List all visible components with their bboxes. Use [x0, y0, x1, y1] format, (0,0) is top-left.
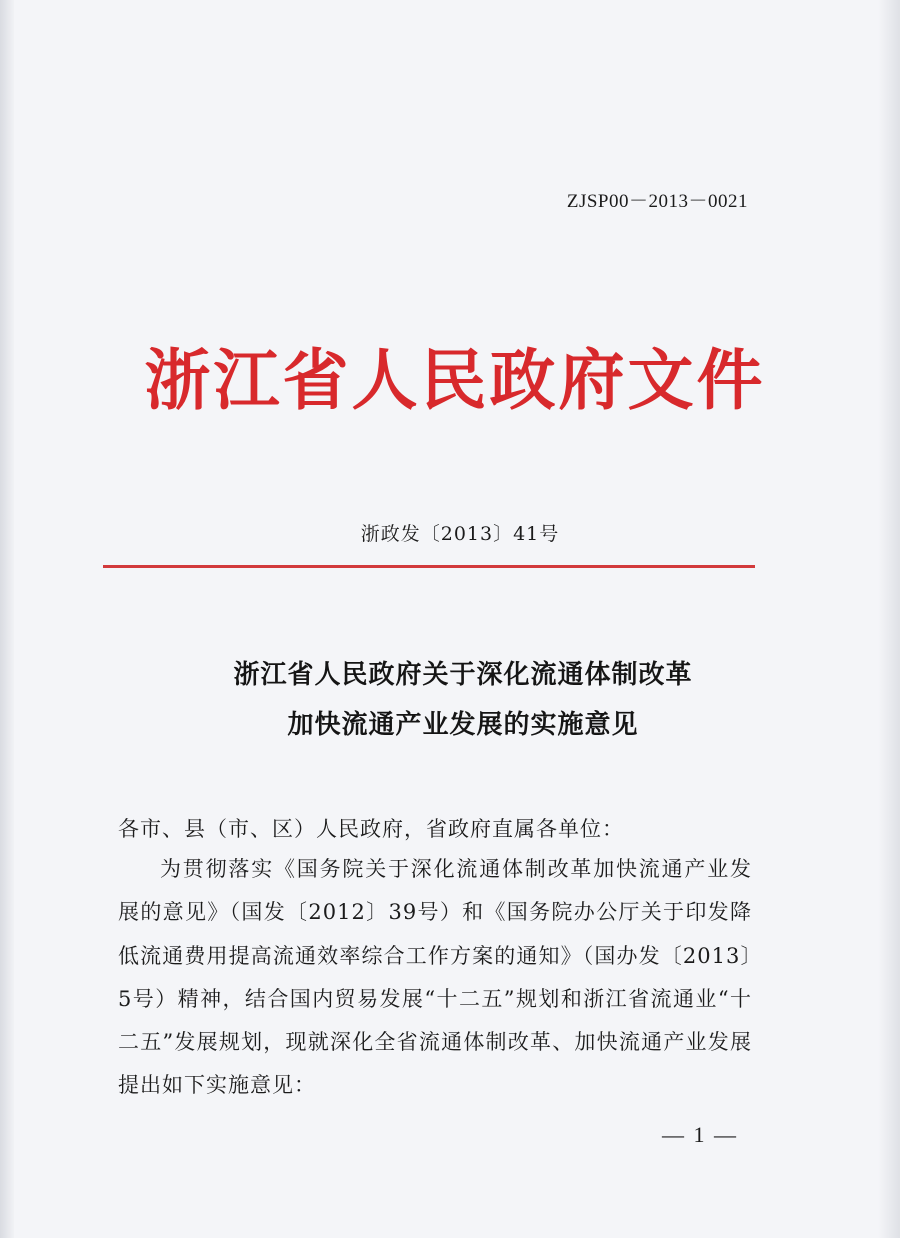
page-number: — 1 — [662, 1122, 738, 1147]
document-number: 浙政发〔2013〕41号 [360, 523, 560, 545]
document-title [0, 650, 900, 750]
masthead-red-rule [103, 565, 755, 568]
paper-edge-right [878, 0, 900, 1238]
paper-edge-left [0, 0, 14, 1238]
document-masthead: 浙江省人民政府文件 [144, 342, 766, 419]
document-body-paragraph: 为贯彻落实《国务院关于深化流通体制改革加快流通产业发展的意见》（国发〔2012〕39号）和《国务院办公厅关于印发降低流通费用提高流通效率综合工作方案的通知》（国办发〔2013〕5号）精神，结合国内贸易发展“十二五”规划和浙江省流通业“十二五”发展规划，现就深化全省流通体制改革、加快流通产业发展提出如下实施意见： [118, 857, 752, 1098]
document-code: ZJSP00－2013－0021 [566, 191, 748, 212]
document-title-line-2: 加快流通产业发展的实施意见 [287, 710, 639, 740]
document-title-line-1: 浙江省人民政府关于深化流通体制改革 [233, 660, 693, 690]
document-addressee: 各市、县（市、区）人民政府，省政府直属各单位： [118, 817, 624, 841]
